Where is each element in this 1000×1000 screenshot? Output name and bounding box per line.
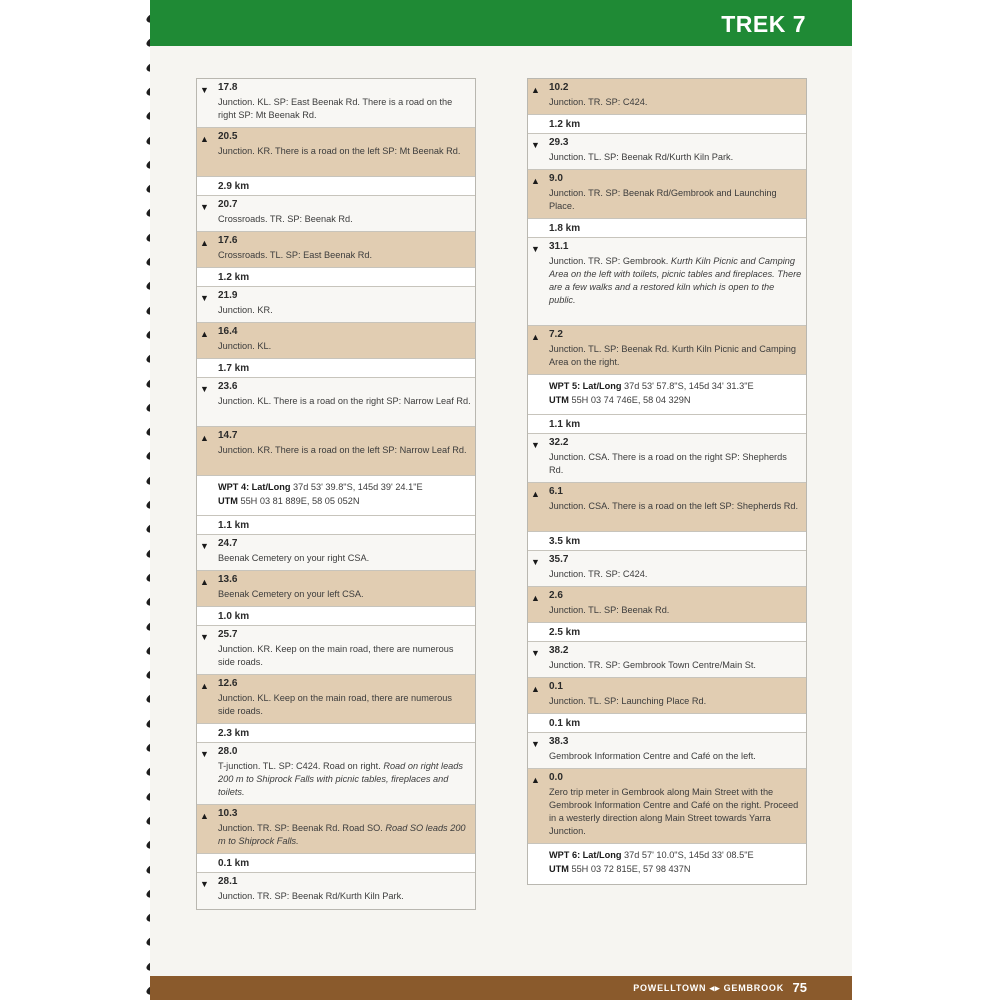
up-triangle-icon: ▲ bbox=[531, 684, 540, 694]
waypoint-coordinates bbox=[528, 375, 806, 415]
distance-row bbox=[197, 268, 475, 287]
outbound-waypoint-row bbox=[528, 434, 806, 483]
outbound-waypoint-row bbox=[197, 79, 475, 128]
page-footer bbox=[150, 976, 852, 1000]
odometer-reading: 23.6 bbox=[218, 381, 238, 392]
direction-text: Junction. KR. There is a road on the left SP: Narrow Leaf Rd. bbox=[218, 445, 467, 455]
segment-distance: 1.2 km bbox=[549, 119, 581, 130]
waypoint-description bbox=[549, 786, 802, 838]
return-waypoint-row bbox=[197, 571, 475, 607]
up-triangle-icon: ▲ bbox=[200, 329, 209, 339]
side-note: Kurth Kiln Picnic and Camping Area on the left with toilets, picnic tables and fireplaces. There are a few walks and a restored kiln which is open to the public. bbox=[549, 256, 802, 305]
up-triangle-icon: ▲ bbox=[200, 577, 209, 587]
latlong-value: 37d 57' 10.0"S, 145d 33' 08.5"E bbox=[621, 850, 754, 860]
waypoint-description bbox=[549, 96, 802, 109]
return-waypoint-row bbox=[528, 587, 806, 623]
waypoint-description bbox=[218, 760, 471, 799]
down-triangle-icon: ▼ bbox=[531, 648, 540, 658]
direction-text: Junction. KR. bbox=[218, 305, 273, 315]
waypoint-description bbox=[218, 96, 471, 122]
outbound-waypoint-row bbox=[197, 196, 475, 232]
waypoint-description bbox=[218, 890, 471, 903]
waypoint-description bbox=[549, 343, 802, 369]
direction-text: Junction. TR. SP: C424. bbox=[549, 569, 648, 579]
distance-row bbox=[197, 177, 475, 196]
outbound-waypoint-row bbox=[528, 134, 806, 170]
outbound-waypoint-row bbox=[197, 743, 475, 805]
segment-distance: 0.1 km bbox=[218, 858, 250, 869]
outbound-waypoint-row bbox=[197, 873, 475, 909]
odometer-reading: 29.3 bbox=[549, 137, 569, 148]
direction-text: Junction. TR. SP: Beenak Rd/Gembrook and Launching Place. bbox=[549, 188, 777, 211]
direction-text: Junction. KR. Keep on the main road, there are numerous side roads. bbox=[218, 644, 454, 667]
waypoint-description bbox=[549, 255, 802, 307]
up-triangle-icon: ▲ bbox=[531, 176, 540, 186]
direction-text: Junction. TL. SP: Launching Place Rd. bbox=[549, 696, 707, 706]
waypoint-description bbox=[549, 151, 802, 164]
utm-value: 55H 03 74 746E, 58 04 329N bbox=[568, 395, 691, 405]
direction-text: Junction. TR. SP: Beenak Rd. Road SO. bbox=[218, 823, 383, 833]
return-waypoint-row bbox=[197, 427, 475, 476]
direction-text: Zero trip meter in Gembrook along Main Street with the Gembrook Information Centre and Café on the right. Proceed in a westerly direction along Main Street towards Yarra Junction. bbox=[549, 787, 799, 836]
outbound-waypoint-row bbox=[528, 551, 806, 587]
utm-line bbox=[218, 496, 359, 506]
waypoint-description bbox=[218, 145, 471, 158]
waypoint-description bbox=[549, 451, 802, 477]
odometer-reading: 20.5 bbox=[218, 131, 238, 142]
segment-distance: 1.2 km bbox=[218, 272, 250, 283]
waypoint-description bbox=[218, 304, 471, 317]
odometer-reading: 38.3 bbox=[549, 736, 569, 747]
odometer-reading: 31.1 bbox=[549, 241, 569, 252]
utm-value: 55H 03 81 889E, 58 05 052N bbox=[237, 496, 360, 506]
utm-label: UTM bbox=[549, 864, 569, 874]
waypoint-description bbox=[549, 500, 802, 513]
return-waypoint-row bbox=[528, 79, 806, 115]
direction-text: Junction. KL. bbox=[218, 341, 272, 351]
odometer-reading: 6.1 bbox=[549, 486, 563, 497]
utm-label: UTM bbox=[218, 496, 238, 506]
odometer-reading: 10.2 bbox=[549, 82, 569, 93]
distance-row bbox=[528, 219, 806, 238]
right-route-column bbox=[527, 78, 807, 885]
direction-text: Junction. TL. SP: Beenak Rd. Kurth Kiln Picnic and Camping Area on the right. bbox=[549, 344, 797, 367]
waypoint-description bbox=[218, 444, 471, 457]
return-waypoint-row bbox=[197, 232, 475, 268]
odometer-reading: 0.1 bbox=[549, 681, 563, 692]
waypoint-description bbox=[218, 588, 471, 601]
utm-label: UTM bbox=[549, 395, 569, 405]
odometer-reading: 17.6 bbox=[218, 235, 238, 246]
distance-row bbox=[528, 623, 806, 642]
up-triangle-icon: ▲ bbox=[200, 134, 209, 144]
latlong-value: 37d 53' 57.8"S, 145d 34' 31.3"E bbox=[621, 381, 754, 391]
return-waypoint-row bbox=[528, 326, 806, 375]
odometer-reading: 20.7 bbox=[218, 199, 238, 210]
distance-row bbox=[197, 724, 475, 743]
odometer-reading: 12.6 bbox=[218, 678, 238, 689]
direction-text: Junction. KL. Keep on the main road, there are numerous side roads. bbox=[218, 693, 452, 716]
outbound-waypoint-row bbox=[197, 287, 475, 323]
return-waypoint-row bbox=[528, 678, 806, 714]
return-waypoint-row bbox=[197, 805, 475, 854]
direction-text: Crossroads. TL. SP: East Beenak Rd. bbox=[218, 250, 373, 260]
side-note: Road SO leads 200 m to Shiprock Falls. bbox=[218, 823, 466, 846]
direction-text: Junction. TR. SP: Gembrook. bbox=[549, 256, 669, 266]
waypoint-description bbox=[218, 552, 471, 565]
return-waypoint-row bbox=[528, 170, 806, 219]
spiral-binding bbox=[0, 0, 150, 1000]
distance-row bbox=[197, 607, 475, 626]
latlong-value: 37d 53' 39.8"S, 145d 39' 24.1"E bbox=[290, 482, 423, 492]
page-number: 75 bbox=[792, 980, 807, 995]
direction-text: Junction. CSA. There is a road on the right SP: Shepherds Rd. bbox=[549, 452, 787, 475]
odometer-reading: 14.7 bbox=[218, 430, 238, 441]
return-waypoint-row bbox=[197, 675, 475, 724]
odometer-reading: 17.8 bbox=[218, 82, 238, 93]
segment-distance: 3.5 km bbox=[549, 536, 581, 547]
up-triangle-icon: ▲ bbox=[531, 332, 540, 342]
waypoint-description bbox=[549, 659, 802, 672]
direction-text: Junction. TL. SP: Beenak Rd. bbox=[549, 605, 670, 615]
down-triangle-icon: ▼ bbox=[200, 749, 209, 759]
latlong-line bbox=[549, 381, 754, 391]
utm-line bbox=[549, 864, 690, 874]
down-triangle-icon: ▼ bbox=[200, 384, 209, 394]
direction-text: Junction. KR. There is a road on the left SP: Mt Beenak Rd. bbox=[218, 146, 461, 156]
latlong-line bbox=[549, 850, 754, 860]
direction-text: Junction. KL. There is a road on the right SP: Narrow Leaf Rd. bbox=[218, 396, 471, 406]
trek-title: TREK 7 bbox=[721, 11, 806, 37]
outbound-waypoint-row bbox=[528, 733, 806, 769]
odometer-reading: 24.7 bbox=[218, 538, 238, 549]
down-triangle-icon: ▼ bbox=[200, 293, 209, 303]
odometer-reading: 35.7 bbox=[549, 554, 569, 565]
return-waypoint-row bbox=[528, 483, 806, 532]
segment-distance: 1.7 km bbox=[218, 363, 250, 374]
utm-line bbox=[549, 395, 690, 405]
waypoint-description bbox=[218, 213, 471, 226]
odometer-reading: 16.4 bbox=[218, 326, 238, 337]
waypoint-description bbox=[218, 249, 471, 262]
guidebook-page bbox=[150, 0, 852, 1000]
down-triangle-icon: ▼ bbox=[200, 541, 209, 551]
waypoint-description bbox=[218, 340, 471, 353]
odometer-reading: 28.0 bbox=[218, 746, 238, 757]
direction-text: Gembrook Information Centre and Café on the left. bbox=[549, 751, 756, 761]
page-header bbox=[150, 0, 852, 46]
waypoint-description bbox=[218, 822, 471, 848]
return-waypoint-row bbox=[528, 769, 806, 844]
direction-text: Junction. TR. SP: C424. bbox=[549, 97, 648, 107]
direction-text: Junction. TR. SP: Beenak Rd/Kurth Kiln Park. bbox=[218, 891, 404, 901]
left-route-column bbox=[196, 78, 476, 910]
segment-distance: 1.8 km bbox=[549, 223, 581, 234]
up-triangle-icon: ▲ bbox=[531, 85, 540, 95]
distance-row bbox=[528, 532, 806, 551]
outbound-waypoint-row bbox=[197, 535, 475, 571]
odometer-reading: 13.6 bbox=[218, 574, 238, 585]
outbound-waypoint-row bbox=[197, 626, 475, 675]
direction-text: Beenak Cemetery on your left CSA. bbox=[218, 589, 364, 599]
waypoint-description bbox=[549, 695, 802, 708]
latlong-label: WPT 4: Lat/Long bbox=[218, 482, 291, 492]
side-note: Road on right leads 200 m to Shiprock Falls with picnic tables, fireplaces and toilets. bbox=[218, 761, 463, 797]
odometer-reading: 10.3 bbox=[218, 808, 238, 819]
latlong-label: WPT 5: Lat/Long bbox=[549, 381, 622, 391]
return-waypoint-row bbox=[197, 128, 475, 177]
down-triangle-icon: ▼ bbox=[531, 739, 540, 749]
odometer-reading: 38.2 bbox=[549, 645, 569, 656]
distance-row bbox=[197, 516, 475, 535]
odometer-reading: 21.9 bbox=[218, 290, 238, 301]
odometer-reading: 25.7 bbox=[218, 629, 238, 640]
down-triangle-icon: ▼ bbox=[531, 440, 540, 450]
footer-route-label: POWELLTOWN ◂▸ GEMBROOK bbox=[633, 983, 784, 993]
segment-distance: 0.1 km bbox=[549, 718, 581, 729]
down-triangle-icon: ▼ bbox=[531, 244, 540, 254]
down-triangle-icon: ▼ bbox=[200, 202, 209, 212]
waypoint-coordinates bbox=[197, 476, 475, 516]
up-triangle-icon: ▲ bbox=[200, 811, 209, 821]
segment-distance: 1.1 km bbox=[549, 419, 581, 430]
odometer-reading: 2.6 bbox=[549, 590, 563, 601]
waypoint-description bbox=[218, 643, 471, 669]
segment-distance: 2.5 km bbox=[549, 627, 581, 638]
return-waypoint-row bbox=[197, 323, 475, 359]
direction-text: Crossroads. TR. SP: Beenak Rd. bbox=[218, 214, 353, 224]
distance-row bbox=[197, 359, 475, 378]
outbound-waypoint-row bbox=[528, 642, 806, 678]
down-triangle-icon: ▼ bbox=[531, 557, 540, 567]
up-triangle-icon: ▲ bbox=[531, 593, 540, 603]
waypoint-description bbox=[549, 187, 802, 213]
distance-row bbox=[528, 115, 806, 134]
waypoint-description bbox=[549, 604, 802, 617]
up-triangle-icon: ▲ bbox=[531, 775, 540, 785]
latlong-line bbox=[218, 482, 423, 492]
outbound-waypoint-row bbox=[528, 238, 806, 326]
outbound-waypoint-row bbox=[197, 378, 475, 427]
down-triangle-icon: ▼ bbox=[200, 879, 209, 889]
segment-distance: 1.0 km bbox=[218, 611, 250, 622]
odometer-reading: 32.2 bbox=[549, 437, 569, 448]
segment-distance: 1.1 km bbox=[218, 520, 250, 531]
up-triangle-icon: ▲ bbox=[531, 489, 540, 499]
direction-text: Beenak Cemetery on your right CSA. bbox=[218, 553, 370, 563]
down-triangle-icon: ▼ bbox=[200, 85, 209, 95]
distance-row bbox=[528, 415, 806, 434]
down-triangle-icon: ▼ bbox=[200, 632, 209, 642]
direction-text: Junction. TL. SP: Beenak Rd/Kurth Kiln Park. bbox=[549, 152, 734, 162]
direction-text: Junction. CSA. There is a road on the left SP: Shepherds Rd. bbox=[549, 501, 799, 511]
waypoint-coordinates bbox=[528, 844, 806, 884]
direction-text: Junction. TR. SP: Gembrook Town Centre/Main St. bbox=[549, 660, 756, 670]
direction-text: Junction. KL. SP: East Beenak Rd. There is a road on the right SP: Mt Beenak Rd. bbox=[218, 97, 453, 120]
latlong-label: WPT 6: Lat/Long bbox=[549, 850, 622, 860]
odometer-reading: 0.0 bbox=[549, 772, 563, 783]
direction-text: T-junction. TL. SP: C424. Road on right. bbox=[218, 761, 381, 771]
up-triangle-icon: ▲ bbox=[200, 433, 209, 443]
waypoint-description bbox=[549, 750, 802, 763]
odometer-reading: 28.1 bbox=[218, 876, 238, 887]
waypoint-description bbox=[549, 568, 802, 581]
segment-distance: 2.3 km bbox=[218, 728, 250, 739]
up-triangle-icon: ▲ bbox=[200, 681, 209, 691]
odometer-reading: 7.2 bbox=[549, 329, 563, 340]
waypoint-description bbox=[218, 395, 471, 408]
distance-row bbox=[197, 854, 475, 873]
down-triangle-icon: ▼ bbox=[531, 140, 540, 150]
odometer-reading: 9.0 bbox=[549, 173, 563, 184]
up-triangle-icon: ▲ bbox=[200, 238, 209, 248]
waypoint-description bbox=[218, 692, 471, 718]
segment-distance: 2.9 km bbox=[218, 181, 250, 192]
distance-row bbox=[528, 714, 806, 733]
utm-value: 55H 03 72 815E, 57 98 437N bbox=[568, 864, 691, 874]
